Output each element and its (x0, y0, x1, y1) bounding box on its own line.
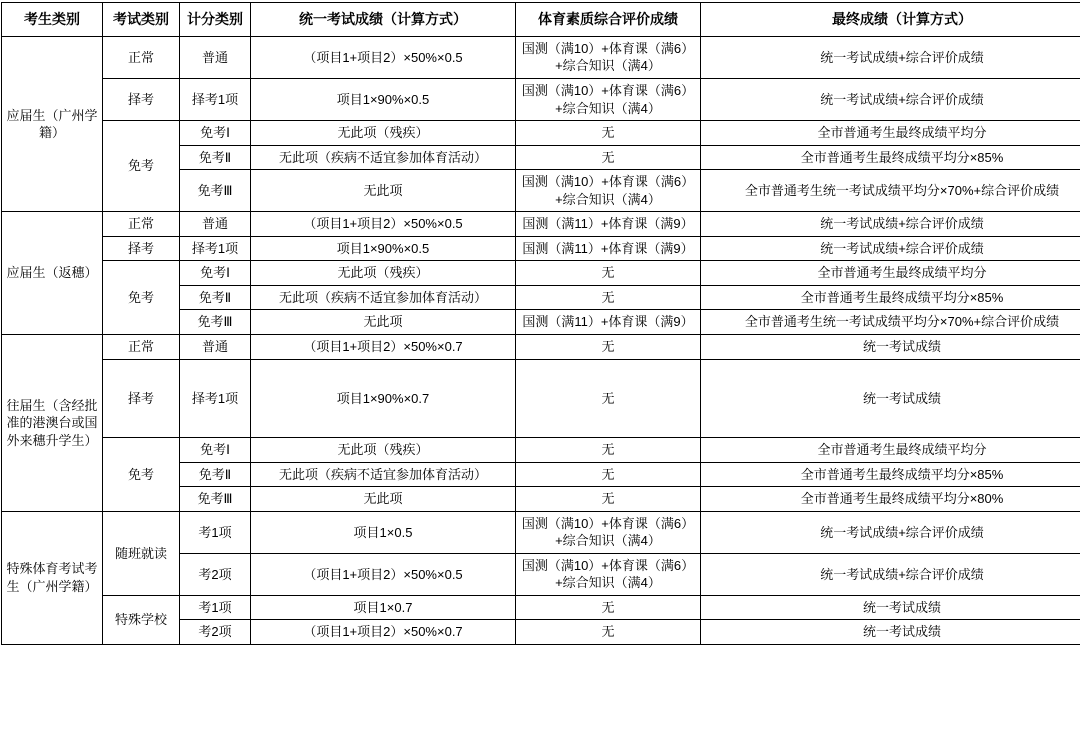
quality-score-cell: 国测（满10）+体育课（满6）+综合知识（满4） (516, 78, 701, 120)
final-score-cell: 全市普通考生最终成绩平均分×85% (701, 145, 1080, 170)
unified-score-cell: 项目1×0.7 (251, 595, 516, 620)
score-type-cell: 考1项 (180, 595, 251, 620)
unified-score-cell: 无此项（残疾） (251, 121, 516, 146)
quality-score-cell: 无 (516, 595, 701, 620)
exam-type-cell: 正常 (103, 335, 180, 360)
quality-score-cell: 无 (516, 359, 701, 438)
unified-score-cell: 项目1×90%×0.5 (251, 236, 516, 261)
unified-score-cell: 无此项 (251, 487, 516, 512)
unified-score-cell: 无此项 (251, 310, 516, 335)
table-row (2, 335, 1080, 360)
score-type-cell: 免考Ⅱ (180, 285, 251, 310)
quality-score-cell: 无 (516, 121, 701, 146)
quality-score-cell: 国测（满10）+体育课（满6）+综合知识（满4） (516, 511, 701, 553)
header-quality-evaluation-score: 体育素质综合评价成绩 (516, 3, 701, 37)
quality-score-cell: 无 (516, 487, 701, 512)
header-final-score: 最终成绩（计算方式） (701, 3, 1080, 37)
table-row (2, 78, 1080, 120)
unified-score-cell: （项目1+项目2）×50%×0.5 (251, 212, 516, 237)
table-header-row (2, 3, 1080, 37)
final-score-cell: 统一考试成绩+综合评价成绩 (701, 78, 1080, 120)
unified-score-cell: 无此项（残疾） (251, 261, 516, 286)
score-type-cell: 考2项 (180, 553, 251, 595)
table-row (2, 212, 1080, 237)
header-unified-exam-score: 统一考试成绩（计算方式） (251, 3, 516, 37)
final-score-cell: 统一考试成绩 (701, 335, 1080, 360)
quality-score-cell: 国测（满11）+体育课（满9） (516, 236, 701, 261)
final-score-cell: 全市普通考生最终成绩平均分 (701, 438, 1080, 463)
unified-score-cell: （项目1+项目2）×50%×0.7 (251, 335, 516, 360)
unified-score-cell: 无此项（残疾） (251, 438, 516, 463)
score-type-cell: 免考Ⅰ (180, 121, 251, 146)
exam-type-cell: 免考 (103, 121, 180, 212)
exam-type-cell: 免考 (103, 438, 180, 512)
final-score-cell: 全市普通考生统一考试成绩平均分×70%+综合评价成绩 (701, 170, 1080, 212)
quality-score-cell: 无 (516, 335, 701, 360)
unified-score-cell: 项目1×90%×0.5 (251, 78, 516, 120)
exam-type-cell: 免考 (103, 261, 180, 335)
header-candidate-category: 考生类别 (2, 3, 103, 37)
table-row (2, 359, 1080, 438)
unified-score-cell: （项目1+项目2）×50%×0.5 (251, 36, 516, 78)
exam-type-cell: 正常 (103, 212, 180, 237)
score-type-cell: 择考1项 (180, 359, 251, 438)
score-type-cell: 考1项 (180, 511, 251, 553)
score-type-cell: 免考Ⅰ (180, 261, 251, 286)
score-type-cell: 普通 (180, 36, 251, 78)
final-score-cell: 统一考试成绩+综合评价成绩 (701, 212, 1080, 237)
final-score-cell: 统一考试成绩+综合评价成绩 (701, 236, 1080, 261)
table-row (2, 438, 1080, 463)
final-score-cell: 统一考试成绩 (701, 620, 1080, 645)
final-score-cell: 全市普通考生最终成绩平均分 (701, 121, 1080, 146)
exam-type-cell: 择考 (103, 236, 180, 261)
unified-score-cell: （项目1+项目2）×50%×0.5 (251, 553, 516, 595)
unified-score-cell: 无此项（疾病不适宜参加体育活动） (251, 145, 516, 170)
unified-score-cell: 无此项（疾病不适宜参加体育活动） (251, 462, 516, 487)
unified-score-cell: 无此项（疾病不适宜参加体育活动） (251, 285, 516, 310)
final-score-cell: 全市普通考生统一考试成绩平均分×70%+综合评价成绩 (701, 310, 1080, 335)
score-type-cell: 免考Ⅲ (180, 310, 251, 335)
table-row (2, 36, 1080, 78)
final-score-cell: 统一考试成绩 (701, 359, 1080, 438)
quality-score-cell: 无 (516, 285, 701, 310)
table-row (2, 595, 1080, 620)
final-score-cell: 全市普通考生最终成绩平均分×85% (701, 462, 1080, 487)
score-type-cell: 普通 (180, 212, 251, 237)
quality-score-cell: 国测（满10）+体育课（满6）+综合知识（满4） (516, 553, 701, 595)
final-score-cell: 统一考试成绩+综合评价成绩 (701, 553, 1080, 595)
unified-score-cell: 项目1×0.5 (251, 511, 516, 553)
score-type-cell: 普通 (180, 335, 251, 360)
score-type-cell: 免考Ⅱ (180, 462, 251, 487)
table-row (2, 511, 1080, 553)
quality-score-cell: 国测（满11）+体育课（满9） (516, 212, 701, 237)
table-row (2, 236, 1080, 261)
header-scoring-category: 计分类别 (180, 3, 251, 37)
score-type-cell: 考2项 (180, 620, 251, 645)
final-score-cell: 全市普通考生最终成绩平均分 (701, 261, 1080, 286)
score-type-cell: 择考1项 (180, 236, 251, 261)
quality-score-cell: 无 (516, 620, 701, 645)
score-type-cell: 免考Ⅱ (180, 145, 251, 170)
category-cell: 应届生（返穗） (2, 212, 103, 335)
category-cell: 特殊体育考试考生（广州学籍） (2, 511, 103, 644)
unified-score-cell: （项目1+项目2）×50%×0.7 (251, 620, 516, 645)
exam-type-cell: 择考 (103, 78, 180, 120)
quality-score-cell: 无 (516, 145, 701, 170)
exam-type-cell: 择考 (103, 359, 180, 438)
quality-score-cell: 无 (516, 261, 701, 286)
exam-type-cell: 特殊学校 (103, 595, 180, 644)
header-exam-category: 考试类别 (103, 3, 180, 37)
score-type-cell: 免考Ⅲ (180, 487, 251, 512)
final-score-cell: 全市普通考生最终成绩平均分×80% (701, 487, 1080, 512)
final-score-cell: 统一考试成绩 (701, 595, 1080, 620)
unified-score-cell: 项目1×90%×0.7 (251, 359, 516, 438)
quality-score-cell: 国测（满10）+体育课（满6）+综合知识（满4） (516, 170, 701, 212)
final-score-cell: 统一考试成绩+综合评价成绩 (701, 511, 1080, 553)
exam-type-cell: 随班就读 (103, 511, 180, 595)
quality-score-cell: 无 (516, 462, 701, 487)
category-cell: 应届生（广州学籍） (2, 36, 103, 211)
exam-type-cell: 正常 (103, 36, 180, 78)
score-type-cell: 择考1项 (180, 78, 251, 120)
quality-score-cell: 国测（满11）+体育课（满9） (516, 310, 701, 335)
unified-score-cell: 无此项 (251, 170, 516, 212)
score-calculation-table (1, 2, 1080, 645)
final-score-cell: 全市普通考生最终成绩平均分×85% (701, 285, 1080, 310)
table-row (2, 261, 1080, 286)
score-type-cell: 免考Ⅰ (180, 438, 251, 463)
table-row (2, 121, 1080, 146)
quality-score-cell: 国测（满10）+体育课（满6）+综合知识（满4） (516, 36, 701, 78)
category-cell: 往届生（含经批准的港澳台或国外来穗升学生） (2, 335, 103, 512)
quality-score-cell: 无 (516, 438, 701, 463)
score-type-cell: 免考Ⅲ (180, 170, 251, 212)
final-score-cell: 统一考试成绩+综合评价成绩 (701, 36, 1080, 78)
